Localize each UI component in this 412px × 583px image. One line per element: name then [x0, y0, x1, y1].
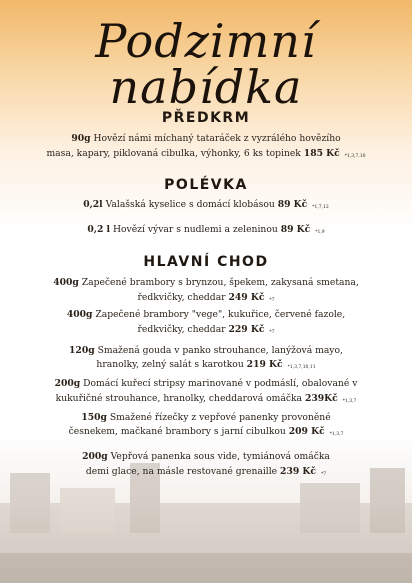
section-title-hlavni-chod: HLAVNÍ CHOD [143, 253, 269, 270]
item-description-line2: kukuřičné strouhance, hranolky, cheddarová omáčka [55, 392, 303, 404]
item-allergens: *1,3,7 [329, 432, 344, 438]
menu-item [14, 450, 398, 479]
menu-item [14, 411, 398, 440]
item-description-line2: masa, kapary, piklovaná cibulka, výhonky, 6 ks topinek [46, 147, 301, 159]
item-description-line1: Hovězí vývar s nudlemi a zeleninou [112, 224, 278, 236]
item-description-line2: demi glace, na másle restované grenaille [85, 465, 278, 477]
item-weight: 200g [54, 378, 81, 390]
item-weight: 90g [71, 133, 91, 144]
item-price: 229 Kč [228, 324, 265, 336]
menu-item [14, 377, 398, 406]
item-weight: 200g [82, 451, 108, 463]
item-description-line1: Zapečené brambory s brynzou, špekem, zakysaná smetana, [81, 276, 359, 288]
item-weight: 120g [69, 344, 95, 356]
item-description-line1: Smažená gouda v panko strouhance, lanýžová mayo, [97, 344, 343, 356]
item-description-line1: Valašská kyselice s domácí klobásou [105, 199, 275, 211]
menu-content [0, 110, 412, 480]
item-allergens: *7 [269, 330, 275, 336]
item-description-line1: Smažené řízečky z vepřové panenky provoněné [109, 411, 331, 423]
section-title-predkrm: PŘEDKRM [161, 110, 251, 126]
item-weight: 400g [66, 309, 93, 321]
item-price: 89 Kč [280, 224, 311, 236]
menu-item [14, 344, 398, 373]
item-allergens: *1,7,12 [312, 205, 329, 211]
item-allergens: *7 [269, 297, 275, 303]
item-description-line2: hranolky, zelný salát s karotkou [96, 359, 244, 371]
item-description-line1: Vepřová panenka sous vide, tymiánová omáčka [110, 451, 330, 463]
item-description-line1: Zapečené brambory "vege", kukuřice, červené fazole, [95, 309, 346, 321]
item-allergens: *1,3,7 [342, 398, 357, 404]
item-price: 209 Kč [288, 426, 325, 438]
item-weight: 400g [53, 276, 79, 288]
item-allergens: *1,3,7,10 [344, 153, 366, 159]
item-description-line1: Domácí kuřecí stripsy marinované v podmáslí, obalované v [83, 378, 358, 390]
menu-title: Podzimní nabídka [95, 14, 317, 114]
item-allergens: *1,3,7,10,11 [287, 365, 316, 371]
item-price: 89 Kč [277, 199, 308, 211]
section-title-polevka: POLÉVKA [164, 177, 248, 194]
item-price: 239Kč [304, 392, 338, 404]
menu-item [14, 198, 398, 213]
menu-item [14, 308, 398, 337]
item-weight: 0,2l [83, 199, 103, 211]
menu-item [14, 132, 398, 161]
item-weight: 0,2 l [87, 224, 111, 236]
menu-item [14, 276, 398, 305]
menu-item [14, 223, 398, 238]
item-price: 249 Kč [228, 291, 265, 303]
item-price: 185 Kč [303, 147, 340, 159]
item-description-line2: ředkvičky, cheddar [137, 324, 226, 336]
item-description-line1: Hovězí námi míchaný tataráček z vyzrálého hovězího [93, 133, 341, 144]
item-price: 239 Kč [280, 465, 317, 477]
item-weight: 150g [81, 411, 107, 423]
item-price: 219 Kč [246, 359, 283, 371]
item-description-line2: česnekem, mačkané brambory s jarní cibulkou [68, 426, 286, 438]
item-description-line2: ředkvičky, cheddar [137, 291, 226, 303]
item-allergens: *1,9 [315, 230, 325, 236]
item-allergens: *7 [320, 471, 327, 477]
